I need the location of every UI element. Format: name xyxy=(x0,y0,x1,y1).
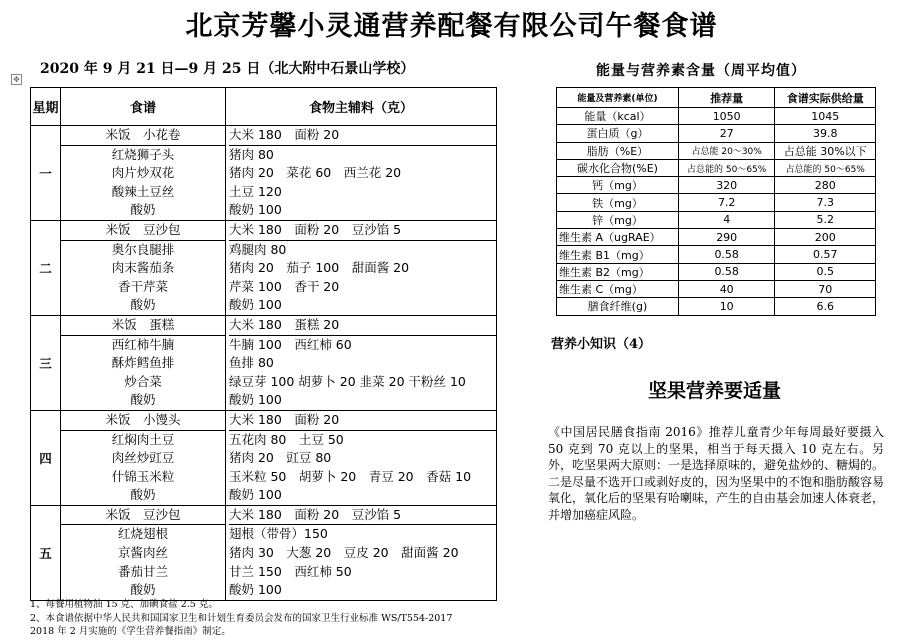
ingredient-line: 猪肉 20 茄子 100 甜面酱 20 xyxy=(229,260,410,276)
date-range-subtitle: 2020 年 9 月 21 日—9 月 25 日（北大附中石景山学校） xyxy=(40,61,415,77)
ingredient-line: 甘兰 150 西红柿 50 xyxy=(229,563,352,579)
nutrition-row xyxy=(557,125,876,142)
recommended-value-cell: 占总能的 50～65% xyxy=(678,159,774,176)
nutrient-name-cell: 铁（mg） xyxy=(557,194,679,211)
actual-value-cell: 39.8 xyxy=(775,125,876,142)
dish-name: 酸奶 xyxy=(130,582,156,598)
dish-cell xyxy=(61,126,226,221)
ingredients-cell xyxy=(226,315,497,410)
menu-day-row xyxy=(31,315,497,410)
footnotes xyxy=(30,598,452,639)
nutrition-row xyxy=(557,246,876,263)
recommended-header: 推荐量 xyxy=(678,88,774,108)
table-move-handle-icon[interactable]: ✥ xyxy=(11,74,22,85)
nutrition-row xyxy=(557,142,876,159)
dish-name: 酸辣土豆丝 xyxy=(111,183,175,199)
menu-body xyxy=(31,126,497,601)
recommended-value-cell: 40 xyxy=(678,280,774,297)
knowledge-label: 营养小知识（4） xyxy=(551,337,652,352)
dish-name: 酸奶 xyxy=(130,487,156,503)
ingredient-line: 酸奶 100 xyxy=(229,582,282,598)
menu-header-row xyxy=(31,88,497,126)
menu-day-row xyxy=(31,505,497,600)
ingredients-cell xyxy=(226,220,497,315)
actual-value-cell: 7.3 xyxy=(775,194,876,211)
weekday-cell: 五 xyxy=(31,505,61,600)
recommended-value-cell: 10 xyxy=(678,298,774,315)
recommended-value-cell: 4 xyxy=(678,211,774,228)
recommended-value-cell: 1050 xyxy=(678,108,774,125)
ingredient-line: 翅根（带骨）150 xyxy=(229,526,328,542)
actual-value-cell: 6.6 xyxy=(775,298,876,315)
nutrient-name-cell: 钙（mg） xyxy=(557,177,679,194)
nutrition-table xyxy=(556,87,876,316)
nutrition-row xyxy=(557,263,876,280)
actual-value-cell: 200 xyxy=(775,229,876,246)
recommended-value-cell: 7.2 xyxy=(678,194,774,211)
nutrient-name-cell: 维生素 C（mg） xyxy=(557,280,679,297)
nutrient-name-cell: 膳食纤维(g) xyxy=(557,298,679,315)
recommended-value-cell: 0.58 xyxy=(678,263,774,280)
dish-name: 米饭 蛋糕 xyxy=(61,316,225,336)
nutrition-row xyxy=(557,177,876,194)
ingredient-line: 猪肉 20 豇豆 80 xyxy=(229,450,332,466)
lunch-menu-table xyxy=(30,87,497,601)
dish-name: 米饭 小花卷 xyxy=(61,126,225,146)
actual-header: 食谱实际供给量 xyxy=(775,88,876,108)
footnote: 2018 年 2 月实施的《学生营养餐指南》制定。 xyxy=(30,626,231,637)
dish-name: 酸奶 xyxy=(130,392,156,408)
nutrition-row xyxy=(557,280,876,297)
nutrition-row xyxy=(557,194,876,211)
dish-header: 食谱 xyxy=(61,88,226,126)
ingredients-cell xyxy=(226,505,497,600)
actual-value-cell: 0.57 xyxy=(775,246,876,263)
page-title: 北京芳馨小灵通营养配餐有限公司午餐食谱 xyxy=(185,11,718,42)
dish-name: 奥尔良腿排 xyxy=(111,241,175,257)
recommended-value-cell: 27 xyxy=(678,125,774,142)
menu-day-row xyxy=(31,126,497,221)
recommended-value-cell: 占总能 20～30% xyxy=(678,142,774,159)
nutrition-row xyxy=(557,159,876,176)
ingredient-line: 酸奶 100 xyxy=(229,487,282,503)
footnote: 2、本食谱依据中华人民共和国国家卫生和计划生育委员会发布的国家卫生行业标准 WS/T554-2017 xyxy=(30,612,453,624)
recommended-value-cell: 290 xyxy=(678,229,774,246)
dish-name: 香干芹菜 xyxy=(117,278,168,294)
dish-name: 米饭 豆沙包 xyxy=(61,221,225,241)
ingredient-line: 酸奶 100 xyxy=(229,202,282,218)
nutrient-name-cell: 碳水化合物(%E) xyxy=(557,159,679,176)
dish-name: 米饭 小馒头 xyxy=(61,411,225,431)
dish-name: 肉丝炒豇豆 xyxy=(111,450,175,466)
ingredient-line: 猪肉 20 菜花 60 西兰花 20 xyxy=(229,165,402,181)
weekday-cell: 一 xyxy=(31,126,61,221)
dish-name: 红焖肉土豆 xyxy=(111,431,175,447)
ingredient-line: 绿豆芽 100 胡萝卜 20 韭菜 20 干粉丝 10 xyxy=(229,373,466,389)
dish-name: 肉片炒双花 xyxy=(111,165,175,181)
nutrition-title: 能量与营养素含量（周平均值） xyxy=(596,63,806,79)
weekday-cell: 二 xyxy=(31,220,61,315)
dish-cell xyxy=(61,220,226,315)
ingredient-line: 猪肉 30 大葱 20 豆皮 20 甜面酱 20 xyxy=(229,545,459,561)
dish-cell xyxy=(61,410,226,505)
dish-name: 酸奶 xyxy=(130,297,156,313)
actual-value-cell: 0.5 xyxy=(775,263,876,280)
dish-name: 红烧翅根 xyxy=(117,526,168,542)
dish-name: 番茄甘兰 xyxy=(117,563,168,579)
ingredient-line: 大米 180 面粉 20 xyxy=(229,126,496,146)
nutrition-header-row xyxy=(557,88,876,108)
recommended-value-cell: 0.58 xyxy=(678,246,774,263)
dish-name: 西红柿牛腩 xyxy=(111,336,175,352)
knowledge-title: 坚果营养要适量 xyxy=(647,380,781,402)
ingredient-line: 芹菜 100 香干 20 xyxy=(229,278,340,294)
ingredient-line: 大米 180 面粉 20 豆沙馅 5 xyxy=(229,221,496,241)
ingredient-line: 大米 180 面粉 20 xyxy=(229,411,496,431)
nutrient-name-cell: 维生素 A（ugRAE） xyxy=(557,229,679,246)
weekday-cell: 三 xyxy=(31,315,61,410)
knowledge-body: 《中国居民膳食指南 2016》推荐儿童青少年每周最好要摄入 50 克到 70 克以上的坚果，相当于每天摄入 10 克左右。另外，吃坚果两大原则：一是选择原味的，避免盐炒的、糖焗的。二是尽量不选开口或剥好皮的，因为坚果中的不饱和脂肪酸容易氧化，氧化后的坚果有哈喇味，产生的自由基会加速人体衰老，并增加癌症风险。 xyxy=(548,425,885,522)
nutrition-row xyxy=(557,211,876,228)
dish-name: 红烧狮子头 xyxy=(111,146,175,162)
nutrition-row xyxy=(557,229,876,246)
ingredient-line: 酸奶 100 xyxy=(229,392,282,408)
dish-name: 酥炸鳕鱼排 xyxy=(111,355,175,371)
ingredient-line: 土豆 120 xyxy=(229,183,282,199)
ingredient-line: 猪肉 80 xyxy=(229,146,274,162)
dish-name: 京酱肉丝 xyxy=(117,545,168,561)
actual-value-cell: 占总能的 50～65% xyxy=(775,159,876,176)
ingredient-line: 鸡腿肉 80 xyxy=(229,241,287,257)
actual-value-cell: 70 xyxy=(775,280,876,297)
recommended-value-cell: 320 xyxy=(678,177,774,194)
dish-name: 炒合菜 xyxy=(124,373,162,389)
footnote: 1、每餐用植物油 15 克、加碘食盐 2.5 克。 xyxy=(30,599,218,610)
nutrient-header: 能量及营养素(单位) xyxy=(557,88,679,108)
actual-value-cell: 5.2 xyxy=(775,211,876,228)
dish-cell xyxy=(61,505,226,600)
menu-day-row xyxy=(31,410,497,505)
dish-name: 什锦玉米粒 xyxy=(111,468,175,484)
nutrient-name-cell: 锌（mg） xyxy=(557,211,679,228)
weekday-cell: 四 xyxy=(31,410,61,505)
ingredients-cell xyxy=(226,410,497,505)
menu-day-row xyxy=(31,220,497,315)
nutrient-name-cell: 蛋白质（g） xyxy=(557,125,679,142)
dish-cell xyxy=(61,315,226,410)
weekday-header: 星期 xyxy=(31,88,61,126)
ingredient-line: 牛腩 100 西红柿 60 xyxy=(229,336,352,352)
ingredient-line: 玉米粒 50 胡萝卜 20 青豆 20 香菇 10 xyxy=(229,468,472,484)
ingredient-line: 鱼排 80 xyxy=(229,355,274,371)
nutrient-name-cell: 维生素 B2（mg） xyxy=(557,263,679,280)
actual-value-cell: 280 xyxy=(775,177,876,194)
dish-name: 酸奶 xyxy=(130,202,156,218)
nutrition-row xyxy=(557,108,876,125)
dish-name: 肉末酱茄条 xyxy=(111,260,175,276)
ingredients-header: 食物主辅料（克） xyxy=(226,88,497,126)
nutrition-body xyxy=(557,108,876,316)
nutrient-name-cell: 能量（kcal） xyxy=(557,108,679,125)
nutrient-name-cell: 维生素 B1（mg） xyxy=(557,246,679,263)
dish-name: 米饭 豆沙包 xyxy=(61,506,225,526)
ingredient-line: 酸奶 100 xyxy=(229,297,282,313)
ingredient-line: 大米 180 面粉 20 豆沙馅 5 xyxy=(229,506,496,526)
nutrient-name-cell: 脂肪（%E） xyxy=(557,142,679,159)
ingredient-line: 大米 180 蛋糕 20 xyxy=(229,316,496,336)
actual-value-cell: 1045 xyxy=(775,108,876,125)
nutrition-row xyxy=(557,298,876,315)
actual-value-cell: 占总能 30%以下 xyxy=(775,142,876,159)
ingredients-cell xyxy=(226,126,497,221)
ingredient-line: 五花肉 80 土豆 50 xyxy=(229,431,344,447)
